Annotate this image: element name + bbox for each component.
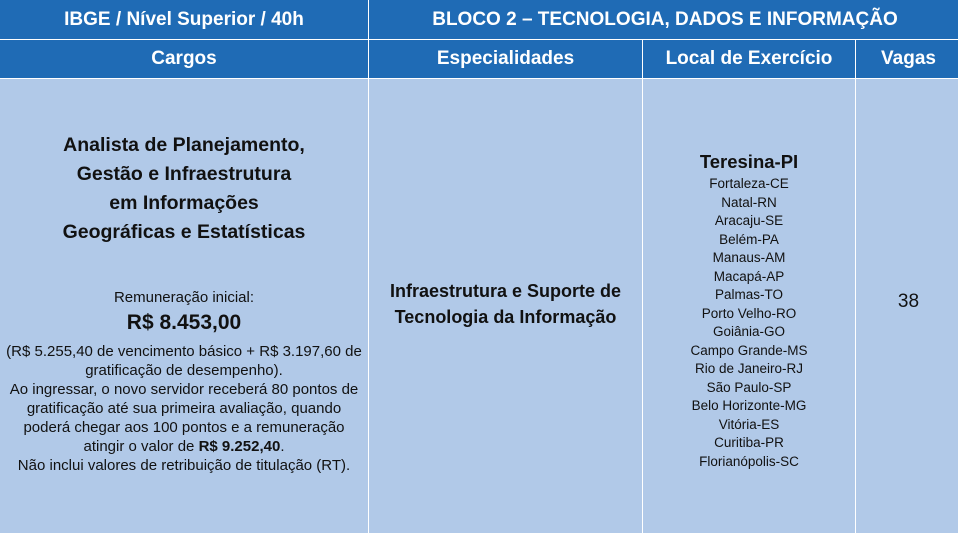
especialidade-line: Infraestrutura e Suporte de <box>389 281 622 301</box>
vagas-cell <box>856 79 958 533</box>
cargo-title-line: Analista de Planejamento, <box>63 134 305 156</box>
local-item: Campo Grande-MS <box>690 342 808 358</box>
ingresso-text: Ao ingressar, o novo servidor receberá 80 pontos de gratificação até sua primeira avaliação, quando poderá chegar aos 100 pontos e a remuneração atingir o valor de <box>9 381 359 455</box>
especialidade-cell <box>369 79 642 533</box>
ingresso-end: . <box>280 438 285 455</box>
local-item: Belo Horizonte-MG <box>691 398 807 413</box>
column-header-especialidades: Especialidades <box>369 40 642 78</box>
local-item: Florianópolis-SC <box>699 453 799 469</box>
local-item: Curitiba-PR <box>714 435 784 450</box>
local-item: Rio de Janeiro-RJ <box>694 361 804 376</box>
local-item: Natal-RN <box>721 194 777 210</box>
local-item: Goiânia-GO <box>712 324 786 339</box>
ingresso-note <box>3 380 365 456</box>
cargo-title-line: em Informações <box>109 192 259 214</box>
rt-note: Não inclui valores de retribuição de titulação (RT). <box>17 457 351 474</box>
cargo-title-line: Geográficas e Estatísticas <box>62 221 306 243</box>
cargo-title-line: Gestão e Infraestrutura <box>76 163 292 185</box>
local-main: Teresina-PI <box>699 151 799 172</box>
local-item: Aracaju-SE <box>714 213 784 228</box>
local-item: Manaus-AM <box>712 250 786 265</box>
local-item: Palmas-TO <box>714 287 783 302</box>
table-title-right: BLOCO 2 – TECNOLOGIA, DADOS E INFORMAÇÃO <box>369 0 958 39</box>
remuneracao-value: R$ 8.453,00 <box>126 311 242 334</box>
local-item: Vitória-ES <box>718 416 780 432</box>
especialidade-text <box>371 278 641 330</box>
vagas-value: 38 <box>897 291 920 312</box>
cargo-cell <box>0 79 368 533</box>
ingresso-value: R$ 9.252,40 <box>198 438 281 455</box>
local-item: São Paulo-SP <box>706 379 792 395</box>
remuneracao-label: Remuneração inicial: <box>113 289 255 306</box>
local-item: Porto Velho-RO <box>701 305 797 321</box>
column-header-cargos: Cargos <box>0 40 368 78</box>
column-header-local: Local de Exercício <box>643 40 855 78</box>
local-item: Macapá-AP <box>713 268 785 284</box>
local-item: Fortaleza-CE <box>709 176 789 191</box>
local-item: Belém-PA <box>719 231 779 247</box>
column-header-vagas: Vagas <box>856 40 958 78</box>
table-title-left: IBGE / Nível Superior / 40h <box>0 0 368 39</box>
local-cell <box>643 79 855 533</box>
remuneracao-detail: (R$ 5.255,40 de vencimento básico + R$ 3.197,60 de gratificação de desempenho). <box>6 343 362 379</box>
especialidade-line: Tecnologia da Informação <box>394 307 617 327</box>
cargo-title <box>34 131 334 247</box>
